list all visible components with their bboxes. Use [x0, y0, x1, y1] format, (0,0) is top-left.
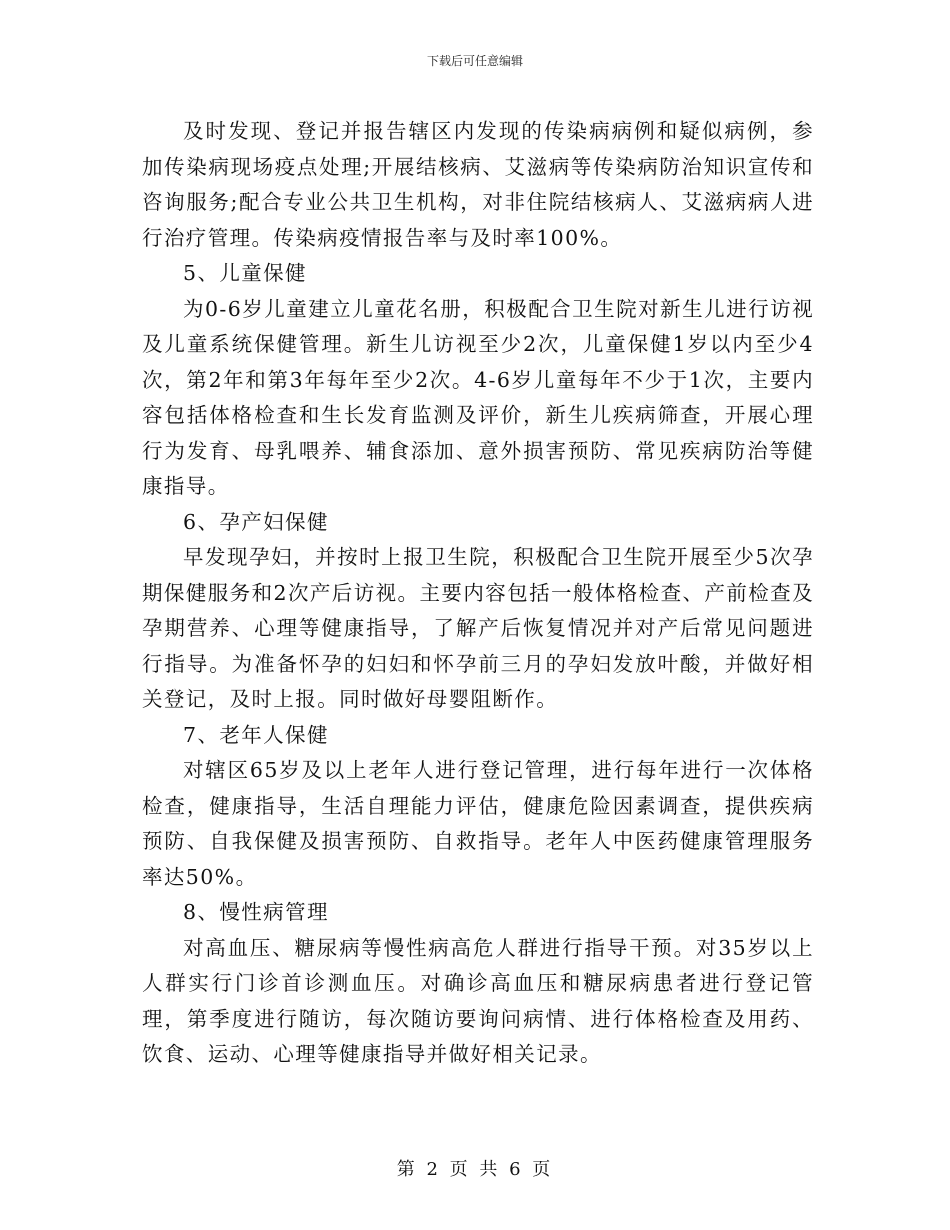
paragraph-maternal-health: 早发现孕妇，并按时上报卫生院，积极配合卫生院开展至少5次孕期保健服务和2次产后访视。主要内容包括一般体格检查、产前检查及孕期营养、心理等健康指导，了解产后恢复情况并对产后常见问题进行指导。为准备怀孕的妇妇和怀孕前三月的孕妇发放叶酸，并做好相关登记，及时上报。同时做好母婴阻断作。 [142, 545, 814, 711]
section-heading-child-health: 5、儿童保健 [183, 261, 307, 285]
document-body [142, 114, 814, 1073]
paragraph-chronic-disease: 对高血压、糖尿病等慢性病高危人群进行指导干预。对35岁以上人群实行门诊首诊测血压。对确诊高血压和糖尿病患者进行登记管理，第季度进行随访，每次随访要询问病情、进行体格检查及用药、饮食、运动、心理等健康指导并做好相关记录。 [142, 935, 814, 1066]
paragraph-infectious-disease: 及时发现、登记并报告辖区内发现的传染病病例和疑似病例，参加传染病现场疫点处理;开展结核病、艾滋病等传染病防治知识宣传和咨询服务;配合专业公共卫生机构，对非住院结核病人、艾滋病病人进行治疗管理。传染病疫情报告率与及时率100%。 [142, 119, 814, 250]
section-heading-chronic-disease: 8、慢性病管理 [183, 900, 329, 924]
page-header: 下载后可任意编辑 [426, 54, 523, 68]
section-heading-maternal-health: 6、孕产妇保健 [183, 509, 329, 534]
paragraph-child-health: 为0-6岁儿童建立儿童花名册，积极配合卫生院对新生儿进行访视及儿童系统保健管理。新生儿访视至少2次，儿童保健1岁以内至少4次，第2年和第3年每年至少2次。4-6岁儿童每年不少于1次，主要内容包括体格检查和生长发育监测及评价，新生儿疾病筛查，开展心理行为发育、母乳喂养、辅食添加、意外损害预防、常见疾病防治等健康指导。 [142, 296, 814, 498]
section-heading-elderly-health: 7、老年人保健 [183, 722, 329, 747]
page-number-footer: 第 2 页 共 6 页 [396, 1159, 554, 1180]
paragraph-elderly-health: 对辖区65岁及以上老年人进行登记管理，进行每年进行一次体格检查，健康指导，生活自理能力评估，健康危险因素调查，提供疾病预防、自我保健及损害预防、自救指导。老年人中医药健康管理服务率达50%。 [142, 758, 814, 889]
